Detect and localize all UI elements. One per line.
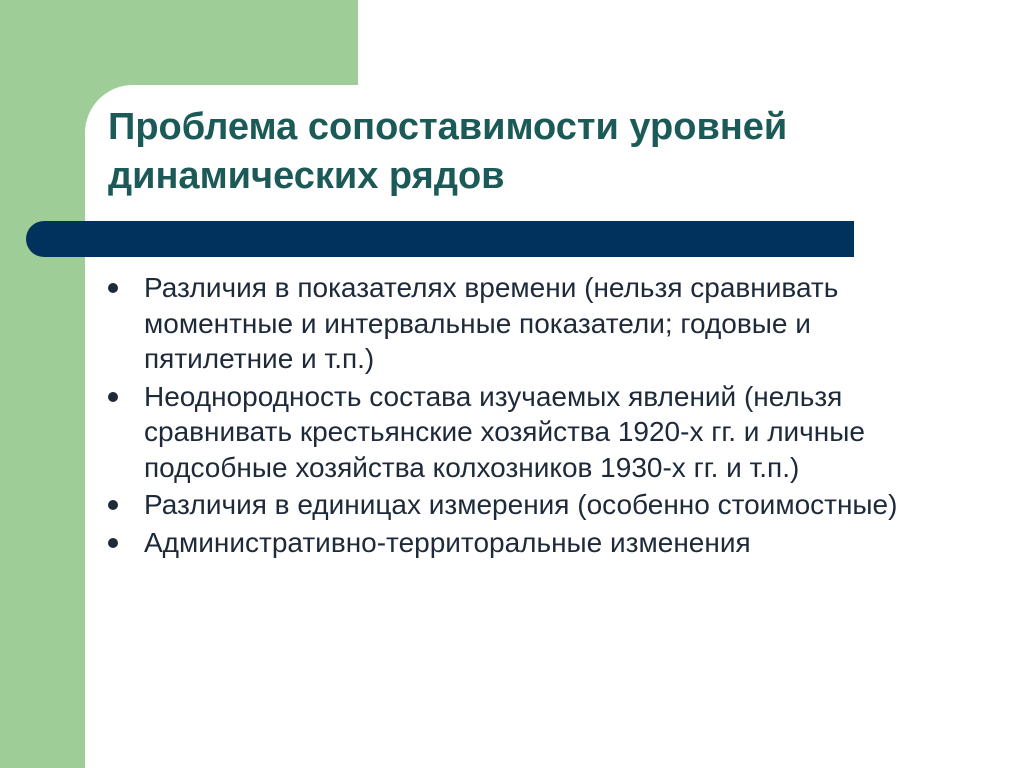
bullet-item-heterogeneity — [106, 379, 966, 486]
bullet-list — [106, 270, 966, 562]
decorative-divider-bar — [26, 221, 854, 257]
bullet-dot-icon — [108, 283, 118, 293]
bullet-dot-icon — [108, 500, 118, 510]
bullet-dot-icon — [108, 392, 118, 402]
bullet-item-units — [106, 487, 966, 523]
bullet-text: Неоднородность состава изучаемых явлений (нельзя сравнивать крестьянские хозяйства 1920-х гг. и личные подсобные хозяйства колхозников 1930-х гг. и т.п.) — [144, 380, 865, 483]
bullet-item-territorial-changes — [106, 525, 966, 561]
bullet-dot-icon — [108, 538, 118, 548]
bullet-item-time-indicators — [106, 270, 966, 377]
bullet-text: Различия в показателях времени (нельзя сравнивать моментные и интервальные показатели; годовые и пятилетние и т.п.) — [144, 272, 839, 374]
bullet-text: Административно-территоральные изменения — [144, 526, 751, 558]
bullet-text: Различия в единицах измерения (особенно стоимостные) — [144, 489, 898, 520]
slide-title: Проблема сопоставимости уровней динамических рядов — [108, 106, 788, 197]
